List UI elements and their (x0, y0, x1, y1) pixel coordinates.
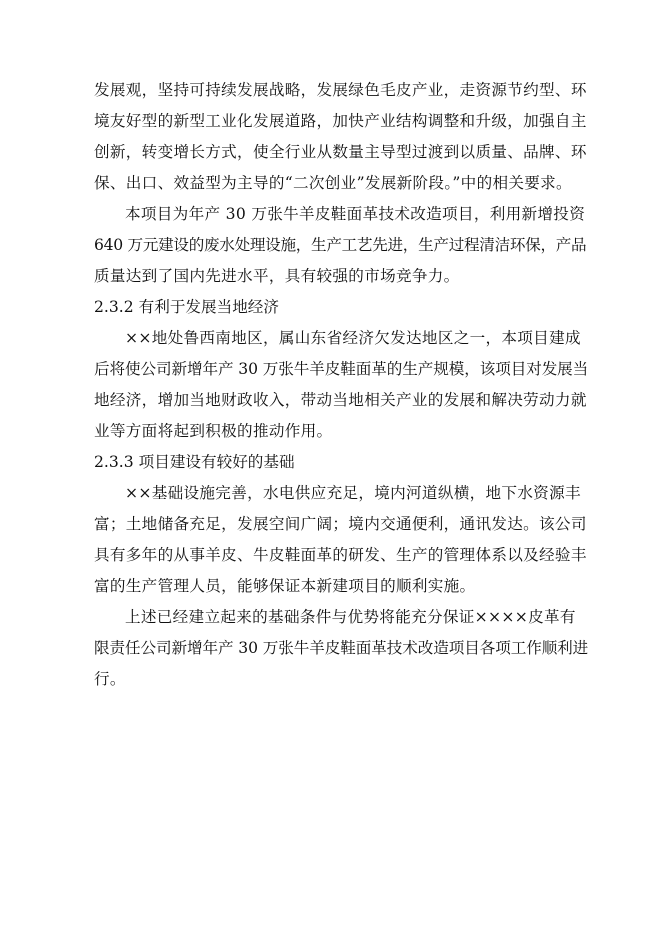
paragraph-2-line-1: 本项目为年产 30 万张牛羊皮鞋面革技术改造项目，利用新增投资 (125, 205, 586, 223)
paragraph-1-line-2: 境友好型的新型工业化发展道路，加快产业结构调整和升级，加强自主 (94, 112, 587, 130)
paragraph-3-line-2: 后将使公司新增年产 30 万张牛羊皮鞋面革的生产规模，该项目对发展当 (94, 360, 589, 378)
section-heading-2-3-2: 2.3.2 有利于发展当地经济 (94, 298, 279, 316)
paragraph-5-line-3: 行。 (94, 670, 126, 688)
paragraph-3-line-1: ××地处鲁西南地区，属山东省经济欠发达地区之一，本项目建成 (125, 329, 581, 347)
section-heading-2-3-3: 2.3.3 项目建设有较好的基础 (94, 453, 295, 471)
paragraph-3-line-3: 地经济，增加当地财政收入，带动当地相关产业的发展和解决劳动力就 (94, 391, 587, 409)
paragraph-1-line-1: 发展观，坚持可持续发展战略，发展绿色毛皮产业，走资源节约型、环 (94, 81, 587, 99)
paragraph-1-line-3: 创新，转变增长方式，使全行业从数量主导型过渡到以质量、品牌、环 (94, 143, 587, 161)
paragraph-2-line-3: 质量达到了国内先进水平，具有较强的市场竞争力。 (94, 267, 460, 285)
paragraph-5-line-2: 限责任公司新增年产 30 万张牛羊皮鞋面革技术改造项目各项工作顺利进 (94, 639, 589, 657)
paragraph-3-line-4: 业等方面将起到积极的推动作用。 (94, 422, 333, 440)
paragraph-4-line-2: 富；土地储备充足，发展空间广阔；境内交通便利，通讯发达。该公司 (94, 515, 587, 533)
paragraph-4-line-1: ××基础设施完善，水电供应充足，境内河道纵横，地下水资源丰 (125, 484, 581, 502)
paragraph-4-line-3: 具有多年的从事羊皮、牛皮鞋面革的研发、生产的管理体系以及经验丰 (94, 546, 587, 564)
paragraph-2-line-2: 640 万元建设的废水处理设施，生产工艺先进，生产过程清洁环保，产品 (94, 236, 587, 254)
paragraph-5-line-1: 上述已经建立起来的基础条件与优势将能充分保证××××皮革有 (125, 608, 576, 626)
paragraph-4-line-4: 富的生产管理人员，能够保证本新建项目的顺利实施。 (94, 577, 476, 595)
paragraph-1-line-4: 保、出口、效益型为主导的“二次创业”发展新阶段。”中的相关要求。 (94, 174, 572, 192)
